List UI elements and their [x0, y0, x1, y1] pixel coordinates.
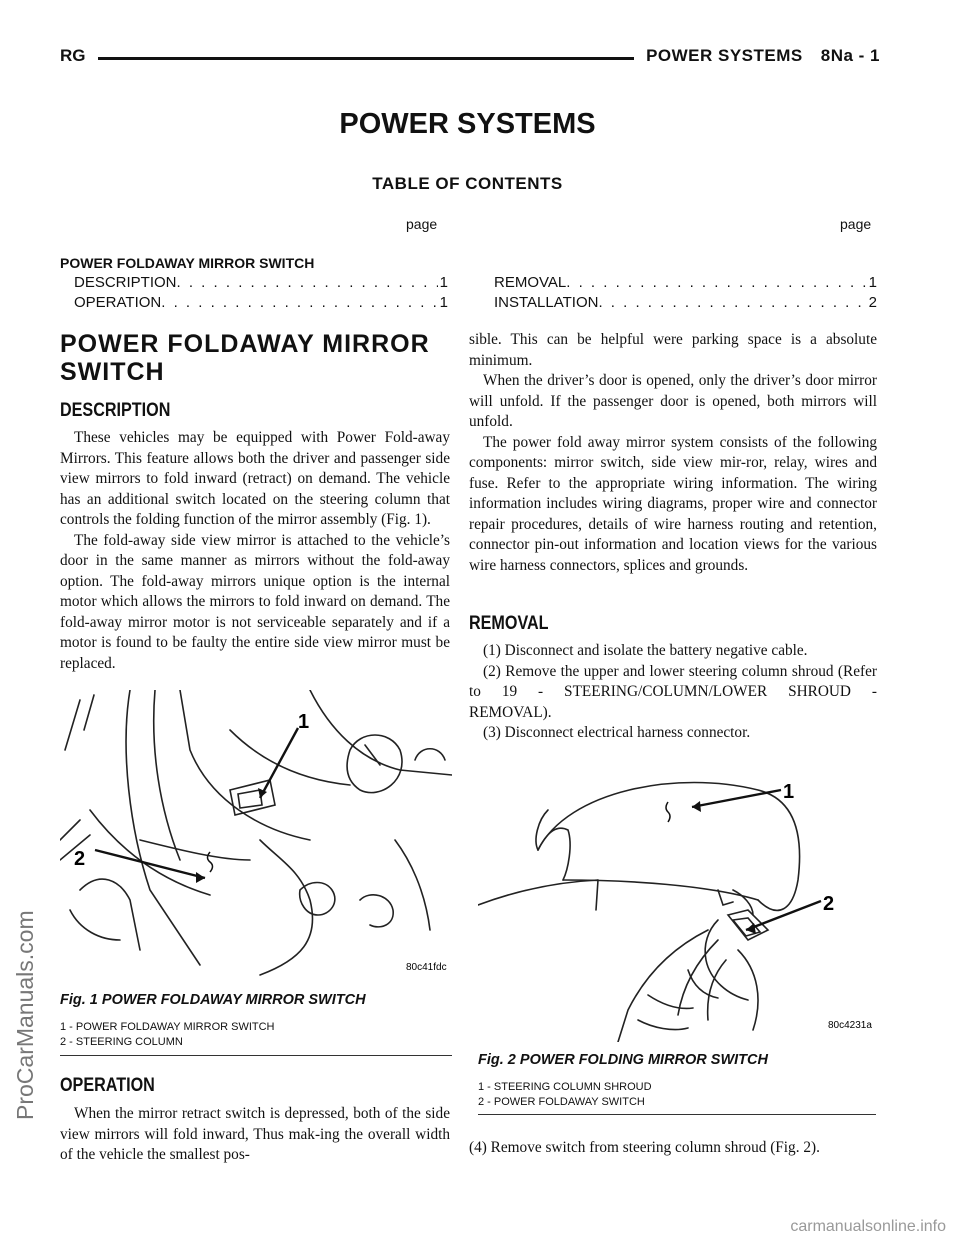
fig2-callout-1: 1 — [783, 781, 795, 803]
fig1-legend-item-2: 2 - STEERING COLUMN — [60, 1036, 183, 1048]
operation-paragraph-1: When the mirror retract switch is depressed, both of the side view mirrors will fold inward, Thus mak-ing the overall width of the vehicle the smallest pos- — [60, 1105, 450, 1163]
toc-page-label-left: page — [406, 216, 438, 232]
section-title: POWER FOLDAWAY MIRROR SWITCH — [60, 330, 430, 386]
fig2-code: 80c4231a — [828, 1020, 872, 1031]
arrow-1-head — [692, 801, 701, 812]
operation-body-left — [60, 1104, 450, 1166]
steering-column-switch-drawing — [60, 690, 452, 980]
fig2-rule — [478, 1114, 876, 1115]
header-right — [628, 46, 880, 66]
header-page-number: 8Na - 1 — [820, 46, 880, 65]
description-body — [60, 428, 450, 674]
fig1-callout-1: 1 — [298, 711, 310, 733]
toc-right — [494, 273, 877, 313]
removal-step-1: (1) Disconnect and isolate the battery negative cable. — [483, 642, 808, 659]
header-manual-code: RG — [60, 46, 86, 65]
operation-paragraph-3: The power fold away mirror system consists of the following components: mirror switch, side view mir-ror, relay, wires and fuse. Refer to the appropriate wiring information. The wiring information includes wiring diagrams, proper wire and connector repair procedures, details of wire harness routing and retention, connector pin-out information and location views for the various wire harness connectors, splices and grounds. — [469, 433, 877, 574]
description-heading: DESCRIPTION — [60, 400, 171, 421]
side-watermark: ProCarManuals.com — [12, 910, 38, 1120]
removal-step-2: (2) Remove the upper and lower steering column shroud (Refer to 19 - STEERING/COLUMN/LOWER SHROUD - REMOVAL). — [469, 662, 877, 721]
fig2-legend-item-2: 2 - POWER FOLDAWAY SWITCH — [478, 1096, 645, 1108]
removal-heading: REMOVAL — [469, 613, 549, 634]
toc-entry-operation[interactable]: OPERATION . . . 1 — [60, 293, 448, 313]
header-section: POWER SYSTEMS — [646, 46, 803, 65]
header-rule — [98, 57, 634, 60]
fig1-code: 80c41fdc — [406, 962, 447, 973]
toc-entry-installation[interactable]: INSTALLATION . . . 2 — [494, 293, 877, 313]
toc-title: TABLE OF CONTENTS — [372, 174, 563, 193]
fig1-legend-item-1: 1 - POWER FOLDAWAY MIRROR SWITCH — [60, 1021, 275, 1033]
fig2-legend-item-1: 1 - STEERING COLUMN SHROUD — [478, 1081, 652, 1093]
fig1-illustration — [60, 690, 452, 980]
page-header — [60, 46, 880, 66]
toc-entry-description[interactable]: DESCRIPTION . . . 1 — [60, 273, 448, 293]
operation-body-right — [469, 330, 877, 576]
description-paragraph-1: These vehicles may be equipped with Power Fold-away Mirrors. This feature allows both the driver and passenger side view mirrors to fold inward (retract) on demand. The vehicle has an additional switch located on the steering column that controls the folding function of the mirror assembly (Fig. 1). — [60, 429, 450, 528]
removal-step-3: (3) Disconnect electrical harness connector. — [483, 724, 751, 741]
fig2-illustration — [478, 770, 878, 1042]
description-paragraph-2: The fold-away side view mirror is attached to the vehicle’s door in the same manner as mirrors without the fold-away option. The fold-away mirrors unique option is the internal motor which allows the mirrors to fold inward on demand. The fold-away mirror motor is not serviceable separately and if a motor is found to be faulty the entire side view mirror must be replaced. — [60, 531, 450, 672]
removal-step-4-block — [469, 1138, 877, 1159]
operation-paragraph-2: When the driver’s door is opened, only the driver’s door mirror will unfold. If the passenger door is opened, both mirrors will unfold. — [469, 372, 877, 430]
fig1-callout-2: 2 — [74, 848, 86, 870]
fig1-caption: Fig. 1 POWER FOLDAWAY MIRROR SWITCH — [60, 992, 366, 1008]
operation-paragraph-1-continued: sible. This can be helpful were parking space is a absolute minimum. — [469, 331, 877, 369]
document-title: POWER SYSTEMS — [339, 108, 596, 140]
fig2-caption: Fig. 2 POWER FOLDING MIRROR SWITCH — [478, 1052, 768, 1068]
fig2-legend — [478, 1080, 652, 1110]
fig1-legend — [60, 1020, 275, 1050]
fig1-rule — [60, 1055, 452, 1056]
footer-watermark: carmanualsonline.info — [790, 1218, 946, 1235]
removal-steps — [469, 641, 877, 744]
removal-step-4: (4) Remove switch from steering column shroud (Fig. 2). — [469, 1139, 820, 1156]
arrow-2-head — [196, 872, 205, 883]
steering-shroud-switch-drawing — [478, 770, 878, 1042]
toc-page-label-right: page — [840, 216, 872, 232]
toc-entry-removal[interactable]: REMOVAL . . . 1 — [494, 273, 877, 293]
toc-group-title: POWER FOLDAWAY MIRROR SWITCH — [60, 255, 315, 271]
toc-left — [60, 253, 448, 313]
fig2-callout-2: 2 — [823, 893, 835, 915]
operation-heading: OPERATION — [60, 1075, 155, 1096]
